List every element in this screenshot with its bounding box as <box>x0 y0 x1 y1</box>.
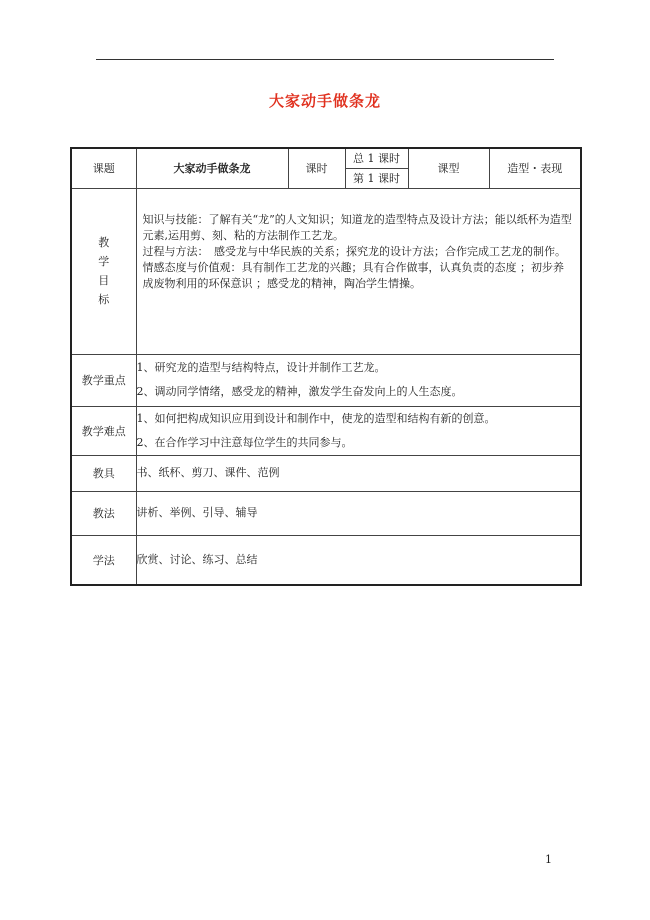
key-point-item: 1、研究龙的造型与结构特点，设计并制作工艺龙。 <box>136 361 386 374</box>
learning-method-label: 学法 <box>71 535 136 585</box>
difficulties-label: 教学难点 <box>71 406 136 455</box>
teaching-method-value: 讲析、举例、引导、辅导 <box>136 491 581 535</box>
objectives-label-char: 学 <box>98 255 110 268</box>
type-label: 课型 <box>408 148 489 188</box>
difficulties-content <box>136 406 581 455</box>
objective-attitude: 情感态度与价值观：具有制作工艺龙的兴趣；具有合作做事，认真负责的态度 ；初步养成废物利用的环保意识 ；感受龙的精神，陶冶学生情操。 <box>142 260 564 290</box>
page-number: 1 <box>545 853 552 866</box>
document-title: 大家动手做条龙 <box>268 92 381 110</box>
objectives-label-char: 目 <box>98 274 110 287</box>
objectives-label-char: 教 <box>98 236 110 249</box>
tools-value: 书、纸杯、剪刀、课件、范例 <box>136 455 581 491</box>
difficulty-item: 1、如何把构成知识应用到设计和制作中，使龙的造型和结构有新的创意。 <box>136 411 496 425</box>
objective-process: 过程与方法： 感受龙与中华民族的关系；探究龙的设计方法；合作完成工艺龙的制作。 <box>142 244 566 258</box>
difficulty-item: 2、在合作学习中注意每位学生的共同参与。 <box>136 435 353 449</box>
topic-label: 课题 <box>71 148 136 188</box>
lesson-plan-table <box>70 147 582 586</box>
hours-label: 课时 <box>288 148 345 188</box>
teaching-method-label: 教法 <box>71 491 136 535</box>
hours-total: 总 1 课时 <box>345 148 408 168</box>
key-point-item: 2、调动同学情绪，感受龙的精神，激发学生奋发向上的人生态度。 <box>136 385 463 398</box>
key-points-content <box>136 354 581 406</box>
key-points-label: 教学重点 <box>71 354 136 406</box>
learning-method-value: 欣赏、讨论、练习、总结 <box>136 535 581 585</box>
objectives-label <box>71 188 136 354</box>
header-rule <box>96 59 554 60</box>
type-value: 造型・表现 <box>489 148 581 188</box>
objective-knowledge: 知识与技能：了解有关“龙”的人文知识；知道龙的造型特点及设计方法；能以纸杯为造型元素,运用剪、刻、粘的方法制作工艺龙。 <box>142 212 572 242</box>
topic-value: 大家动手做条龙 <box>136 148 288 188</box>
tools-label: 教具 <box>71 455 136 491</box>
objectives-label-char: 标 <box>98 293 110 306</box>
objectives-content <box>136 188 581 354</box>
hours-current: 第 1 课时 <box>345 168 408 188</box>
